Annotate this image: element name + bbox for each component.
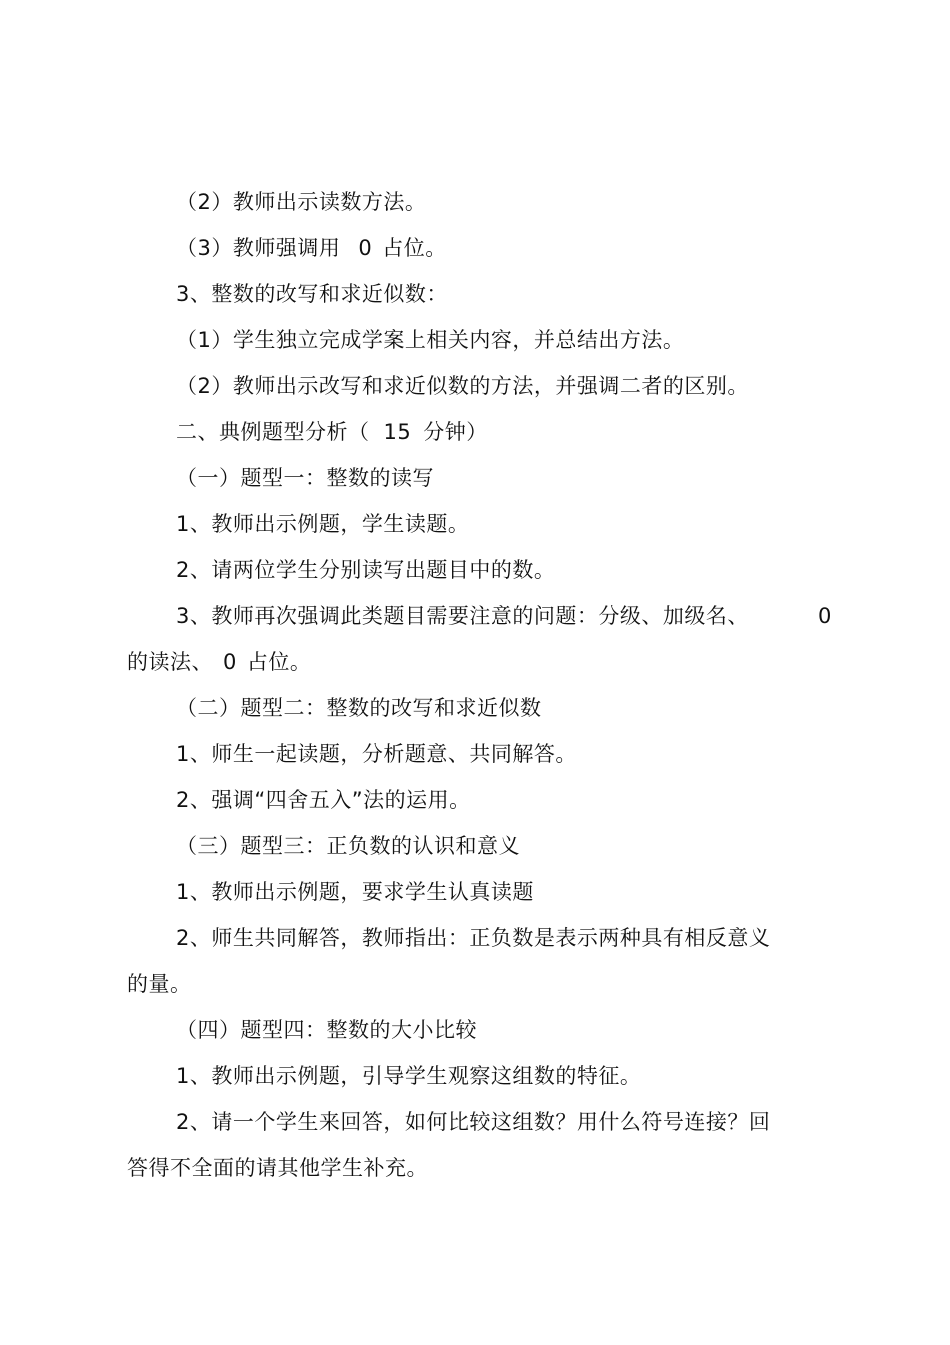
- line-22: 答得不全面的请其他学生补充。: [127, 1156, 428, 1180]
- line-3: 3、整数的改写和求近似数：: [176, 282, 448, 306]
- line-13: 1、师生一起读题，分析题意、共同解答。: [176, 742, 577, 766]
- line-21: 2、请一个学生来回答，如何比较这组数？用什么符号连接？回: [176, 1110, 771, 1134]
- line-7: （一）题型一：整数的读写: [176, 466, 434, 490]
- line-6: [176, 417, 488, 447]
- line-2-end: 占位。: [382, 236, 447, 260]
- line-6-end: 分钟）: [423, 420, 488, 444]
- line-19: （四）题型四：整数的大小比较: [176, 1018, 477, 1042]
- line-15: （三）题型三：正负数的认识和意义: [176, 834, 520, 858]
- line-8: 1、教师出示例题，学生读题。: [176, 512, 470, 536]
- line-6-text: 二、典例题型分析（: [176, 420, 370, 444]
- line-18: 的量。: [127, 972, 192, 996]
- line-2: [176, 233, 447, 263]
- line-12: （二）题型二：整数的改写和求近似数: [176, 696, 542, 720]
- line-2-zero: 0: [358, 236, 373, 260]
- line-16: 1、教师出示例题，要求学生认真读题: [176, 880, 534, 904]
- line-9: 2、请两位学生分别读写出题目中的数。: [176, 558, 556, 582]
- line-6-minutes: 15: [383, 420, 412, 444]
- line-5: （2）教师出示改写和求近似数的方法，并强调二者的区别。: [176, 374, 749, 398]
- line-11-end: 占位。: [246, 650, 312, 674]
- line-11-text: 的读法、: [127, 650, 213, 674]
- line-10-zero: 0: [818, 604, 832, 628]
- line-2-text: （3）教师强调用: [176, 236, 341, 260]
- line-20: 1、教师出示例题，引导学生观察这组数的特征。: [176, 1064, 642, 1088]
- line-11-zero: 0: [223, 650, 237, 674]
- line-1: （2）教师出示读数方法。: [176, 190, 427, 214]
- line-14: 2、强调“四舍五入”法的运用。: [176, 788, 471, 812]
- line-10: 3、教师再次强调此类题目需要注意的问题：分级、加级名、: [176, 604, 749, 628]
- line-4: （1）学生独立完成学案上相关内容，并总结出方法。: [176, 328, 685, 352]
- line-11: [127, 647, 311, 677]
- line-17: 2、师生共同解答，教师指出：正负数是表示两种具有相反意义: [176, 926, 771, 950]
